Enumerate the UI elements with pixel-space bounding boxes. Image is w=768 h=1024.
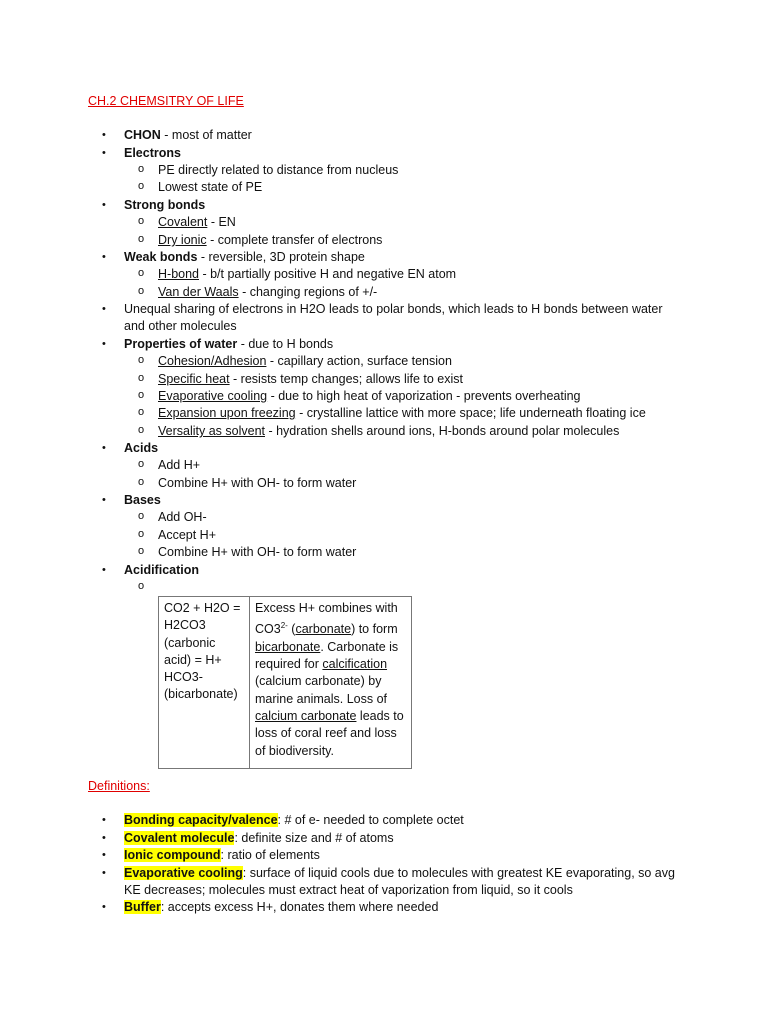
sub-bullet-icon: o [138, 458, 145, 470]
cell-text: (calcium carbonate) by marine animals. Loss of [255, 674, 388, 706]
superscript: 2- [280, 621, 288, 631]
term: H-bond [158, 267, 199, 281]
definition-item [102, 830, 684, 847]
item-text: - complete transfer of electrons [206, 233, 383, 247]
item-text: Add OH- [158, 510, 207, 524]
bullet-icon: • [102, 338, 106, 350]
sub-bullet-icon: o [138, 476, 145, 488]
item-text: Lowest state of PE [158, 180, 263, 194]
item-text: - reversible, 3D protein shape [197, 250, 365, 264]
sub-bullet-icon: o [138, 545, 145, 557]
sub-item [138, 214, 688, 231]
list-item-properties-of-water [102, 336, 684, 353]
sub-item [138, 423, 688, 440]
item-text: Add H+ [158, 458, 201, 472]
item-text: - EN [207, 215, 236, 229]
sub-bullet-icon: o [138, 267, 145, 279]
item-text: - hydration shells around ions, H-bonds around polar molecules [265, 424, 620, 438]
sub-item [138, 232, 688, 249]
list-item-acidification [102, 562, 684, 579]
bullet-icon: • [102, 442, 106, 454]
bullet-icon: • [102, 147, 106, 159]
list-item-chon [102, 127, 684, 144]
term: Covalent [158, 215, 208, 229]
term: Van der Waals [158, 285, 239, 299]
item-text: : definite size and # of atoms [234, 831, 394, 845]
table-cell-explanation [250, 597, 412, 769]
sub-item [138, 353, 688, 370]
cell-text: ) to form [351, 622, 398, 637]
list-item-weak-bonds [102, 249, 684, 266]
list-item-acids [102, 440, 684, 457]
acidification-table [158, 596, 412, 769]
item-text: - crystalline lattice with more space; life underneath floating ice [295, 406, 646, 420]
term: Versality as solvent [158, 424, 265, 438]
item-text: - most of matter [160, 128, 252, 142]
term: Acids [124, 441, 159, 455]
list-item-bases [102, 492, 684, 509]
item-text: - resists temp changes; allows life to exist [229, 372, 464, 386]
cell-text: ( [287, 622, 296, 637]
highlighted-term: Ionic compound [124, 848, 221, 862]
bullet-icon: • [102, 564, 106, 576]
item-text: Combine H+ with OH- to form water [158, 545, 357, 559]
bullet-icon: • [102, 199, 106, 211]
item-text: - b/t partially positive H and negative EN atom [199, 267, 457, 281]
sub-bullet-icon: o [138, 354, 145, 366]
list-item-unequal-sharing [102, 301, 684, 336]
underlined-term: calcification [322, 657, 388, 672]
term: Expansion upon freezing [158, 406, 296, 420]
cell-text: leads to loss of coral reef and loss of biodiversity. [255, 708, 404, 758]
sub-item [138, 179, 688, 196]
bullet-icon: • [102, 849, 106, 861]
item-text: Unequal sharing of electrons in H2O leads to polar bonds, which leads to H bonds between water and other molecules [124, 302, 663, 334]
sub-bullet-icon: o [138, 285, 145, 297]
sub-item [138, 475, 688, 492]
highlighted-term: Bonding capacity/valence [124, 813, 278, 827]
term: Bases [124, 493, 161, 507]
definition-item [102, 847, 684, 864]
term: CHON [124, 128, 161, 142]
bullet-icon: • [102, 814, 106, 826]
sub-bullet-icon: o [138, 163, 145, 175]
definition-item [102, 899, 684, 916]
underlined-term: carbonate [295, 622, 352, 637]
term: Cohesion/Adhesion [158, 354, 267, 368]
sub-item [138, 388, 688, 405]
definition-item [102, 865, 684, 900]
item-text: PE directly related to distance from nucleus [158, 163, 399, 177]
term: Evaporative cooling [158, 389, 268, 403]
bullet-icon: • [102, 303, 106, 315]
sub-bullet-icon: o [138, 180, 145, 192]
bullet-icon: • [102, 494, 106, 506]
term: Weak bonds [124, 250, 198, 264]
sub-bullet-icon: o [138, 406, 145, 418]
sub-bullet-icon: o [138, 424, 145, 436]
item-text: Accept H+ [158, 528, 217, 542]
sub-bullet-icon: o [138, 389, 145, 401]
bullet-icon: • [102, 901, 106, 913]
item-text: Combine H+ with OH- to form water [158, 476, 357, 490]
sub-item [138, 405, 688, 422]
sub-item [138, 162, 688, 179]
term: Dry ionic [158, 233, 207, 247]
term: Properties of water [124, 337, 238, 351]
sub-bullet-icon: o [138, 215, 145, 227]
sub-bullet-icon: o [138, 372, 145, 384]
cell-text: Excess H+ combines with CO3 [255, 601, 398, 637]
item-text: - due to high heat of vaporization - prevents overheating [267, 389, 581, 403]
page-title: CH.2 CHEMSITRY OF LIFE [88, 94, 244, 108]
bullet-icon: • [102, 867, 106, 879]
list-item-strong-bonds [102, 197, 684, 214]
item-text: : ratio of elements [220, 848, 320, 862]
highlighted-term: Evaporative cooling [124, 866, 243, 880]
sub-item [138, 284, 688, 301]
item-text: - due to H bonds [237, 337, 334, 351]
underlined-term: bicarbonate [255, 639, 321, 654]
highlighted-term: Covalent molecule [124, 831, 235, 845]
term: Specific heat [158, 372, 230, 386]
list-item-electrons [102, 145, 684, 162]
sub-item [138, 371, 688, 388]
bullet-icon: • [102, 129, 106, 141]
table-cell-equation: CO2 + H2O = H2CO3 (carbonic acid) = H+ HCO3- (bicarbonate) [159, 597, 250, 769]
term: Strong bonds [124, 198, 206, 212]
sub-bullet-icon: o [138, 580, 145, 592]
bullet-icon: • [102, 251, 106, 263]
item-text: : # of e- needed to complete octet [277, 813, 464, 827]
bullet-icon: • [102, 832, 106, 844]
underlined-term: calcium carbonate [255, 708, 357, 723]
sub-item [138, 527, 688, 544]
cell-text: . Carbonate is required for [255, 639, 399, 672]
term: Acidification [124, 563, 200, 577]
definitions-heading: Definitions: [88, 779, 150, 793]
sub-item [138, 266, 688, 283]
item-text: : accepts excess H+, donates them where needed [160, 900, 439, 914]
sub-item [138, 544, 688, 561]
sub-bullet-icon: o [138, 233, 145, 245]
term: Electrons [124, 146, 181, 160]
item-text: : surface of liquid cools due to molecules with greatest KE evaporating, so avg KE decreases; molecules must extract heat of vaporization from liquid, so it cools [124, 866, 675, 898]
definition-item [102, 812, 684, 829]
sub-bullet-icon: o [138, 510, 145, 522]
sub-item [138, 457, 688, 474]
highlighted-term: Buffer [124, 900, 161, 914]
item-text: - capillary action, surface tension [266, 354, 452, 368]
table-row [159, 597, 412, 769]
item-text: - changing regions of +/- [238, 285, 378, 299]
sub-item [138, 509, 688, 526]
sub-bullet-icon: o [138, 528, 145, 540]
